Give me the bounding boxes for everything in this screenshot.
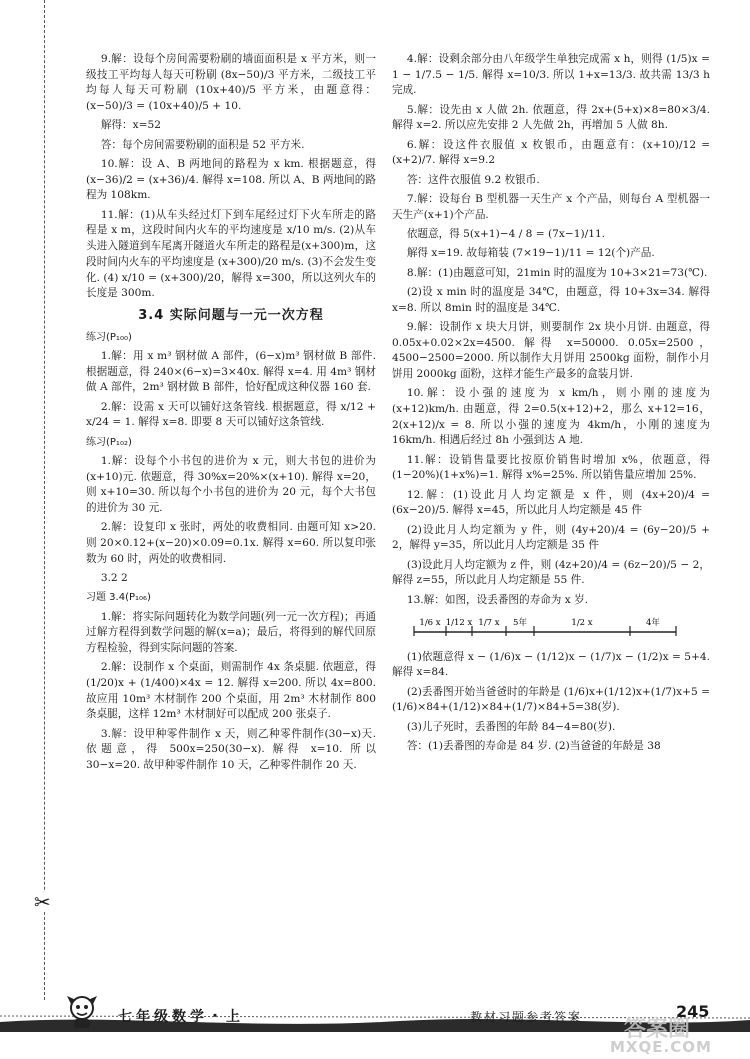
footer-section-title: 教材习题参考答案: [470, 1010, 583, 1024]
answer-paragraph: 2.解：设复印 x 张时，两处的收费相同. 由题可知 x>20. 则 20×0.12+(x−20)×0.09=0.1x. 解得 x=60. 所以复印张数为 60 时，两处的收费相同.: [86, 521, 376, 565]
answer-paragraph: 3.2 2: [100, 572, 128, 585]
answer-paragraph: 答：这件衣服值 9.2 枚银币.: [406, 173, 540, 186]
timeline-label: 1/6 x: [419, 618, 441, 628]
exercise-heading: 练习(P₁₀₀): [86, 331, 132, 343]
watermark-text: 答案圈: [624, 1017, 691, 1042]
answer-paragraph: 1.解：用 x m³ 钢材做 A 部件，(6−x)m³ 钢材做 B 部件. 根据题意，得 240×(6−x)=3×40x. 解得 x=4. 用 4m³ 钢材做 A 部件，2m³ 钢材做 B 部件，恰好配成这种仪器 160 套.: [86, 349, 376, 394]
timeline-label: 4年: [646, 618, 660, 628]
answer-paragraph: 3.解：设甲种零件制作 x 天，则乙种零件制作(30−x)天. 依题意，得 500x=250(30−x). 解得 x=10. 所以 30−x=20. 故甲种零件制作 10 天，乙种零件制作 20 天.: [86, 727, 376, 772]
right-column: [392, 52, 710, 758]
answer-paragraph: 11.解：设销售量要比按原价销售时增加 x%，依题意，得(1−20%)(1+x%)=1. 解得 x%=25%. 所以销售量应增加 25%.: [392, 453, 710, 482]
answer-paragraph: (2)设 x min 时的温度是 34℃，由题意，得 10+3x=34. 解得 x=8. 所以 8min 时的温度是 34℃.: [392, 285, 710, 314]
exercise-heading: 练习(P₁₀₂): [86, 436, 132, 448]
scissors-icon: ✂: [34, 890, 51, 914]
timeline-label: 5年: [513, 618, 527, 628]
answer-paragraph: 答：(1)丢番图的寿命是 84 岁. (2)当爸爸的年龄是 38: [406, 740, 661, 752]
answer-paragraph: 解得 x=19. 故每箱装 (7×19−1)/11 = 12(个)产品.: [406, 247, 655, 260]
timeline-label: 1/12 x: [445, 618, 473, 628]
answer-paragraph: 8.解：(1)由题意可知，21min 时的温度为 10+3×21=73(℃).: [406, 266, 708, 279]
answer-paragraph: 答：每个房间需要粉刷的面积是 52 平方米.: [100, 138, 305, 151]
watermark-url: MXQE.COM: [610, 1038, 712, 1056]
answer-paragraph: 13.解：如图，设丢番图的寿命为 x 岁.: [406, 593, 589, 606]
answer-paragraph: 12.解：(1)设此月人均定额是 x 件，则 (4x+20)/4 = (6x−20)/5. 解得 x=45，所以此月人均定额是 45 件: [392, 488, 710, 517]
answer-paragraph: 10.解：设小强的速度为 x km/h，则小刚的速度为(x+12)km/h. 由题意，得 2=0.5(x+12)+2，那么 x+12=16，2(x+12)/x = 8. 所以小强的速度为 4km/h，小刚的速度为 16km/h. 相遇后经过 8h 小强到达 A 地.: [392, 387, 710, 447]
timeline-label: 1/2 x: [571, 618, 593, 628]
page-number: 245: [676, 1002, 710, 1021]
answer-paragraph: (2)丢番图开始当爸爸时的年龄是 (1/6)x+(1/12)x+(1/7)x+5 = (1/6)×84+(1/12)×84+(1/7)×84+5=38(岁).: [392, 685, 710, 714]
answer-paragraph: (3)设此月人均定额为 z 件，则 (4z+20)/4 = (6z−20)/5 − 2，解得 z=55，所以此月人均定额是 55 件.: [392, 558, 710, 587]
answer-paragraph: (1)依题意得 x − (1/6)x − (1/12)x − (1/7)x − (1/2)x = 5+4. 解得 x=84.: [392, 650, 710, 679]
timeline-label: 1/7 x: [478, 618, 500, 628]
answer-paragraph: 2.解：设需 x 天可以铺好这条管线. 根据题意，得 x/12 + x/24 = 1. 解得 x=8. 即要 8 天可以铺好这条管线.: [86, 400, 376, 429]
answer-paragraph: 1.解：设每个小书包的进价为 x 元，则大书包的进价为(x+10)元. 依题意，得 30%x=20%×(x+10). 解得 x=20，则 x+10=30. 所以每个小书包的进价为 20 元，每个大书包的进价为 30 元.: [86, 454, 376, 515]
answer-paragraph: 2.解：设制作 x 个桌面，则需制作 4x 条桌腿. 依题意，得 (1/20)x + (1/400)×4x = 12. 解得 x=200. 所以 4x=800. 故应用 10m³ 木材制作 200 个桌面，用 2m³ 木材制作 800 条桌腿，这样 12m³ 木材制好可以配成 200 张桌子.: [86, 661, 376, 721]
answer-paragraph: 5.解：设先由 x 人做 2h. 依题意，得 2x+(5+x)×8=80×3/4. 解得 x=2. 所以应先安排 2 人先做 2h，再增加 5 人做 8h.: [392, 103, 710, 132]
mascot-icon: [62, 990, 102, 1030]
answer-paragraph: 6.解：设这件衣服值 x 枚银币，由题意有：(x+10)/12 = (x+2)/7. 解得 x=9.2: [392, 138, 710, 167]
binding-cut-line: [44, 0, 45, 1000]
section-title: 3.4 实际问题与一元一次方程: [138, 307, 324, 323]
watermark: [606, 1008, 736, 1058]
left-column: [86, 52, 376, 777]
answer-paragraph: 4.解：设剩余部分由八年级学生单独完成需 x h，则得 (1/5)x = 1 − 1/7.5 − 1/5. 解得 x=10/3. 所以 1+x=13/3. 故共需 13/3 h 完成.: [392, 53, 710, 97]
answer-paragraph: (3)儿子死时，丢番图的年龄 84−4=80(岁).: [406, 720, 616, 733]
lifespan-timeline: [410, 614, 680, 638]
answer-paragraph: 1.解：将实际问题转化为数学问题(列一元一次方程)；再通过解方程得到数学问题的解(x=a)；最后，将得到的解代回原方程检验，得到实际问题的答案.: [86, 610, 376, 655]
answer-paragraph: 10.解：设 A、B 两地间的路程为 x km. 根据题意，得 (x−36)/2 = (x+36)/4. 解得 x=108. 所以 A、B 两地间的路程为 108km.: [86, 158, 376, 202]
answer-paragraph: 依题意，得 5(x+1)−4 / 8 = (7x−1)/11.: [406, 228, 606, 240]
answer-paragraph: 9.解：设制作 x 块大月饼，则要制作 2x 块小月饼. 由题意，得 0.05x+0.02×2x=4500. 解得 x=50000. 0.05x=2500，4500−2500=2000. 所以制作大月饼用 2500kg 面粉，制作小月饼用 2000kg 面粉，这样才能生产最多的盒装月饼.: [392, 320, 710, 380]
exercise-heading: 习题 3.4(P₁₀₆): [86, 592, 151, 604]
answer-paragraph: 11.解：(1)从车头经过灯下到车尾经过灯下火车所走的路程是 x m，这段时间内火车的平均速度是 x/10 m/s. (2)从车头进入隧道到车尾离开隧道火车所走的路程是(x+300)m，这段时间内火车的平均速度是 (x+300)/20 m/s. (3)不会发生变化. (4) x/10 = (x+300)/20，解得 x=300，所以这列火车的长度是 300m.: [86, 208, 376, 300]
footer-book-title: 七年级数学・上: [118, 1009, 244, 1025]
answer-paragraph: (2)设此月人均定额为 y 件，则 (4y+20)/4 = (6y−20)/5 + 2，解得 y=35，所以此月人均定额是 35 件: [392, 523, 710, 552]
answer-paragraph: 7.解：设每台 B 型机器一天生产 x 个产品，则每台 A 型机器一天生产(x+1)个产品.: [392, 193, 710, 221]
answer-paragraph: 解得：x=52: [100, 119, 161, 132]
answer-paragraph: 9.解：设每个房间需要粉刷的墙面面积是 x 平方米，则一级技工平均每人每天可粉刷 (8x−50)/3 平方米，二级技工平均每人每天可粉刷 (10x+40)/5 平方米，由题意得：(x−50)/3 = (10x+40)/5 + 10.: [86, 53, 376, 113]
